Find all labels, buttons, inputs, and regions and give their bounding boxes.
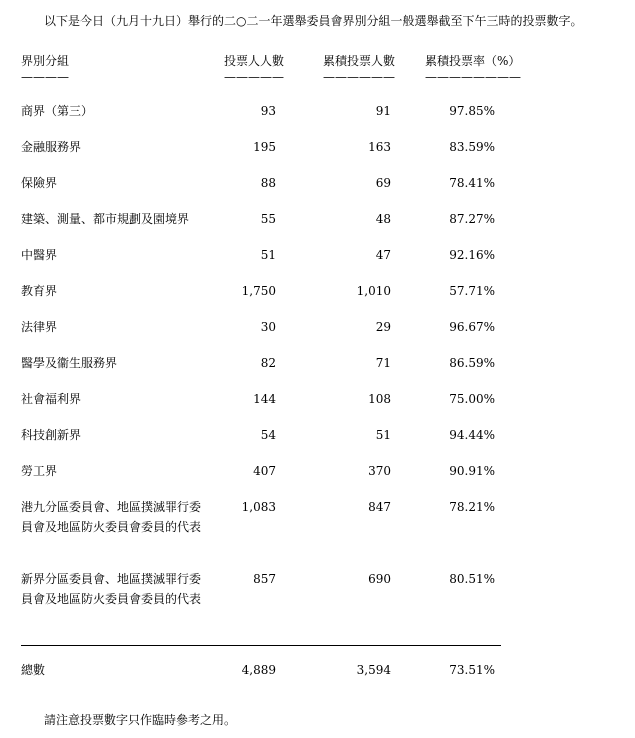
footnote: 請注意投票數字只作臨時參考之用。	[44, 713, 237, 727]
voters-count: 857	[253, 572, 276, 586]
header-cumulative: 累積投票人數	[323, 54, 396, 68]
voters-count: 54	[260, 428, 276, 442]
total-voters: 4,889	[241, 663, 276, 677]
sector-name: 新界分區委員會、地區撲滅罪行委員會及地區防火委員會委員的代表	[21, 572, 202, 606]
sector-name: 勞工界	[21, 464, 58, 478]
sector-name: 港九分區委員會、地區撲滅罪行委員會及地區防火委員會委員的代表	[21, 500, 202, 534]
voters-count: 88	[260, 176, 276, 190]
cumulative-count: 1,010	[356, 284, 391, 298]
cumulative-count: 71	[375, 356, 391, 370]
turnout-rate: 83.59%	[449, 140, 495, 154]
voters-count: 407	[253, 464, 276, 478]
sector-name: 保險界	[21, 176, 58, 190]
turnout-rate: 97.85%	[449, 104, 495, 118]
voters-count: 1,750	[241, 284, 276, 298]
turnout-rate: 92.16%	[449, 248, 495, 262]
total-separator	[21, 645, 501, 646]
voters-count: 93	[260, 104, 276, 118]
voters-count: 82	[260, 356, 276, 370]
voters-count: 51	[260, 248, 276, 262]
total-label: 總數	[21, 663, 46, 677]
turnout-rate: 80.51%	[449, 572, 495, 586]
total-rate: 73.51%	[449, 663, 495, 677]
header-sector-rule: ————	[21, 70, 69, 84]
cumulative-count: 847	[368, 500, 391, 514]
header-voters: 投票人人數	[224, 54, 285, 68]
total-cumulative: 3,594	[356, 663, 391, 677]
turnout-rate: 78.21%	[449, 500, 495, 514]
turnout-rate: 94.44%	[449, 428, 495, 442]
cumulative-count: 370	[368, 464, 391, 478]
header-rate-rule: ————————	[425, 70, 521, 84]
header-rate: 累積投票率（%）	[425, 54, 521, 68]
sector-name: 社會福利界	[21, 392, 82, 406]
cumulative-count: 108	[368, 392, 391, 406]
sector-name: 科技創新界	[21, 428, 82, 442]
cumulative-count: 48	[375, 212, 391, 226]
intro-text: 以下是今日（九月十九日）舉行的二○二一年選舉委員會界別分組一般選舉截至下午三時的投票數字。	[44, 14, 583, 28]
sector-name: 建築、測量、都市規劃及園境界	[21, 212, 190, 226]
turnout-rate: 75.00%	[449, 392, 495, 406]
header-cumulative-rule: ——————	[323, 70, 395, 84]
voters-count: 30	[260, 320, 276, 334]
turnout-rate: 57.71%	[449, 284, 495, 298]
cumulative-count: 47	[375, 248, 391, 262]
cumulative-count: 91	[375, 104, 391, 118]
turnout-rate: 96.67%	[449, 320, 495, 334]
turnout-rate: 86.59%	[449, 356, 495, 370]
header-voters-rule: —————	[224, 70, 284, 84]
sector-name: 中醫界	[21, 248, 58, 262]
turnout-rate: 87.27%	[449, 212, 495, 226]
sector-name: 商界（第三）	[21, 104, 94, 118]
cumulative-count: 69	[375, 176, 391, 190]
cumulative-count: 51	[375, 428, 391, 442]
turnout-rate: 78.41%	[449, 176, 495, 190]
cumulative-count: 690	[368, 572, 391, 586]
turnout-rate: 90.91%	[449, 464, 495, 478]
voters-count: 144	[253, 392, 276, 406]
voters-count: 55	[260, 212, 276, 226]
header-sector: 界別分組	[21, 54, 70, 68]
cumulative-count: 163	[368, 140, 391, 154]
sector-name: 教育界	[21, 284, 58, 298]
voters-count: 1,083	[241, 500, 276, 514]
cumulative-count: 29	[375, 320, 391, 334]
sector-name: 醫學及衞生服務界	[21, 356, 118, 370]
voters-count: 195	[253, 140, 276, 154]
sector-name: 金融服務界	[21, 140, 82, 154]
sector-name: 法律界	[21, 320, 58, 334]
